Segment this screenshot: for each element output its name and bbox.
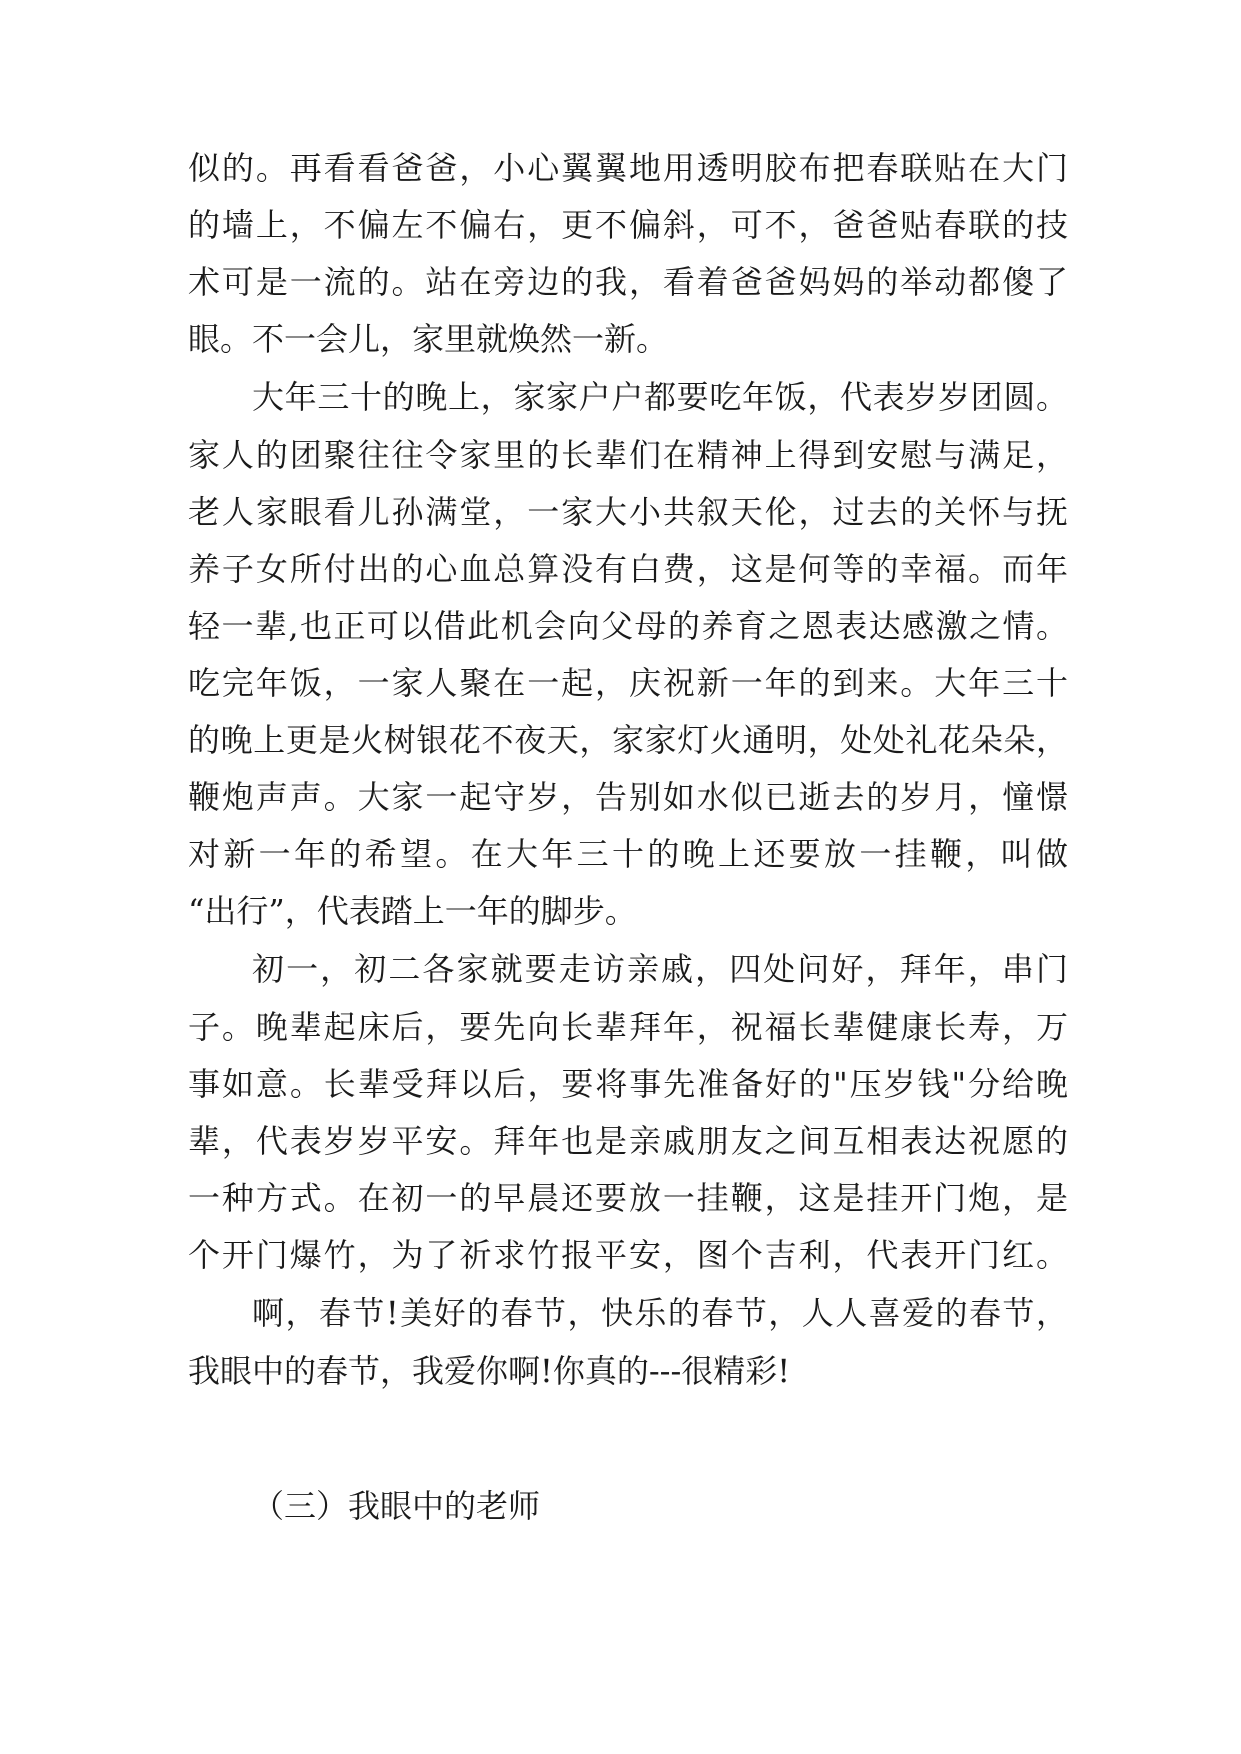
paragraph-line: 老人家眼看儿孙满堂，一家大小共叙天伦，过去的关怀与抚 xyxy=(188,493,1068,531)
paragraph-line: 似的。再看看爸爸，小心翼翼地用透明胶布把春联贴在大门 xyxy=(188,149,1068,187)
paragraph-line: 大年三十的晚上，家家户户都要吃年饭，代表岁岁团圆。 xyxy=(252,378,1068,416)
paragraph-line: 眼。不一会儿，家里就焕然一新。 xyxy=(188,320,669,358)
paragraph-line: 我眼中的春节，我爱你啊!你真的---很精彩! xyxy=(188,1352,791,1390)
paragraph-line: 的晚上更是火树银花不夜天，家家灯火通明，处处礼花朵朵， xyxy=(188,721,1068,759)
paragraph-line: 轻一辈,也正可以借此机会向父母的养育之恩表达感激之情。 xyxy=(188,607,1068,645)
paragraph-line: 事如意。长辈受拜以后，要将事先准备好的"压岁钱"分给晚 xyxy=(188,1065,1068,1103)
paragraph-line: 术可是一流的。站在旁边的我，看着爸爸妈妈的举动都傻了 xyxy=(188,263,1068,301)
paragraph-line: 个开门爆竹，为了祈求竹报平安，图个吉利，代表开门红。 xyxy=(188,1236,1068,1274)
paragraph-line: 养子女所付出的心血总算没有白费，这是何等的幸福。而年 xyxy=(188,550,1068,588)
paragraph-line: 吃完年饭，一家人聚在一起，庆祝新一年的到来。大年三十 xyxy=(188,664,1068,702)
paragraph-line: 辈，代表岁岁平安。拜年也是亲戚朋友之间互相表达祝愿的 xyxy=(188,1122,1068,1160)
section-heading: （三）我眼中的老师 xyxy=(252,1487,541,1525)
paragraph-line: 的墙上，不偏左不偏右，更不偏斜，可不，爸爸贴春联的技 xyxy=(188,206,1068,244)
paragraph-line: 初一，初二各家就要走访亲戚，四处问好，拜年，串门 xyxy=(252,950,1068,988)
paragraph-line: “出行”，代表踏上一年的脚步。 xyxy=(188,892,637,930)
paragraph-line: 啊，春节!美好的春节，快乐的春节，人人喜爱的春节， xyxy=(252,1294,1068,1332)
paragraph-line: 家人的团聚往往令家里的长辈们在精神上得到安慰与满足， xyxy=(188,436,1068,474)
paragraph-line: 对新一年的希望。在大年三十的晚上还要放一挂鞭，叫做 xyxy=(188,835,1068,873)
paragraph-line: 鞭炮声声。大家一起守岁，告别如水似已逝去的岁月，憧憬 xyxy=(188,778,1068,816)
paragraph-line: 子。晚辈起床后，要先向长辈拜年，祝福长辈健康长寿，万 xyxy=(188,1008,1068,1046)
paragraph-line: 一种方式。在初一的早晨还要放一挂鞭，这是挂开门炮，是 xyxy=(188,1179,1068,1217)
